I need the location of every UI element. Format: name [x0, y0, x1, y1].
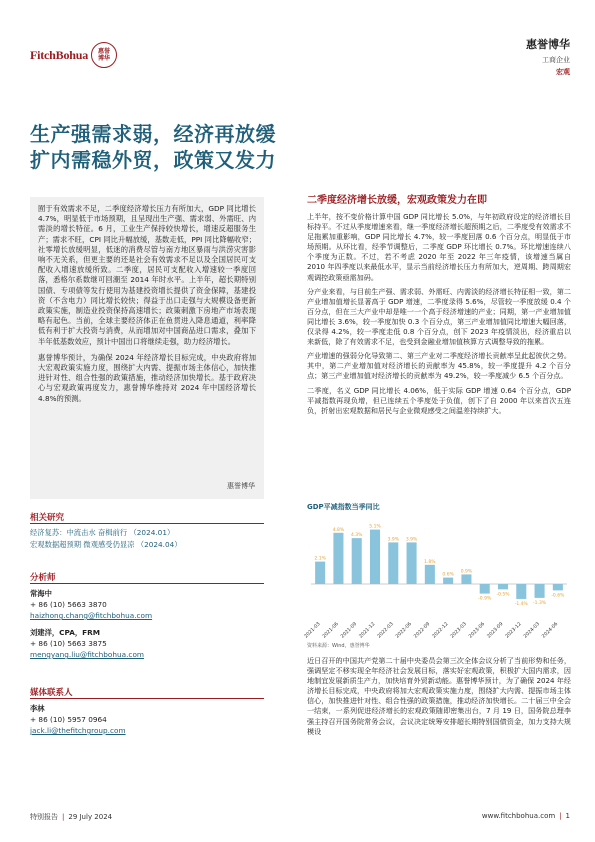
chart-x-tick-label: 2023-03 — [450, 621, 468, 640]
body-paragraph-3: 产业增速的强弱分化导致第二、第三产业对二季度经济增长贡献率呈此起彼伏之势。其中，第二产业增加值对经济增长的贡献率为 45.8%，较一季度提升 4.2 个百分点；第三产业增加值对经济增长的贡献率为 49.2%，较一季度减少 6.5 个百分点。 — [307, 351, 571, 381]
chart-x-tick-label: 2022-06 — [395, 621, 413, 640]
chart-bar — [425, 565, 435, 584]
divider — [30, 698, 264, 699]
brand-tag: 宏观 — [556, 68, 570, 76]
chart-x-tick-label: 2022-03 — [376, 621, 395, 640]
chart-x-tick-label: 2022-12 — [431, 621, 450, 640]
chart-bar — [516, 584, 526, 599]
footer-date: 29 July 2024 — [68, 813, 113, 821]
section-title: 二季度经济增长放缓，宏观政策发力在即 — [307, 195, 487, 206]
chart-data-label: -0.5% — [496, 592, 510, 598]
footer-report-type: 特别报告 — [30, 813, 58, 821]
chart-x-tick-label: 2023-06 — [468, 621, 487, 640]
title-line-2: 扩内需稳外贸，政策又发力 — [30, 148, 276, 172]
chart-bar — [315, 562, 325, 584]
chart-x-tick-label: 2023-12 — [504, 621, 523, 640]
chart-title: GDP平减指数当季同比 — [307, 503, 380, 511]
chart-bar — [407, 542, 417, 584]
brand-category: 工商企业 — [542, 56, 570, 64]
analyst-name: 刘建洋，CPA，FRM — [30, 628, 101, 637]
brand-block — [526, 36, 570, 77]
page-number: 1 — [565, 812, 570, 820]
chart-data-label: 4.3% — [350, 533, 363, 539]
summary-box — [30, 197, 264, 499]
body-paragraph-5: 近日召开的中国共产党第二十届中央委员会第三次全体会议分析了当前形势和任务，强调坚定不移实现全年经济社会发展目标，落实好宏观政策，积极扩大国内需求，因地制宜发展新质生产力，加快培育外贸新动能。惠誉博华预计，为了确保 2024 年经济增长目标完成，中央政府将加大宏观政策实施力度，围绕扩大内需、提振市场主体信心，加快推进针对性、组合性强的政策措施，推动经济加快增长。二十届三中全会一结束，一系列促进经济增长的宏观政策随即密集出台，7 月 19 日，国务院总理李强主持召开国务院常务会议，会议决定统筹安排超长期特别国债资金，加力支持大规模设 — [307, 656, 571, 736]
media-contact — [30, 703, 126, 736]
chart-bar — [553, 584, 563, 590]
chart-x-tick-label: 2024-03 — [523, 621, 541, 640]
chart-x-tick-label: 2021-03 — [303, 621, 322, 640]
brand-name: 惠誉博华 — [526, 38, 570, 51]
chart-data-label: 1.8% — [424, 559, 436, 565]
analysts-label: 分析师 — [30, 573, 56, 583]
chart-bar — [333, 533, 343, 584]
chart-x-tick-label: 2022-09 — [413, 621, 432, 640]
chart-data-label: -1.4% — [514, 601, 528, 607]
related-link-2[interactable]: 宏观数据超预期 微观感受仍显凉 （2024.04） — [30, 539, 182, 549]
logo-text: FitchBohua — [30, 47, 89, 62]
media-contact-email[interactable]: jack.li@thefitchgroup.com — [30, 726, 126, 735]
title-line-1: 生产强需求弱，经济再放缓 — [30, 122, 276, 146]
chart-plot — [303, 514, 571, 642]
chart-data-label: 3.9% — [387, 537, 400, 543]
related-link-1[interactable]: 经济复苏：中流击水 奋楫前行 （2024.01） — [30, 528, 175, 537]
footer-website[interactable]: www.fitchbohua.com — [481, 812, 556, 820]
chart-data-label: 0.9% — [460, 569, 473, 575]
fitchbohua-logo — [30, 42, 117, 68]
body-paragraph-4: 二季度，名义 GDP 同比增长 4.06%，低于实际 GDP 增速 0.64 个百分点，GDP 平减指数再现负增，但已连续五个季度处于负值，创下了自 2000 年以来首次五连负，折射出宏观数据和居民与企业微观感受之间温差持续扩大。 — [307, 385, 571, 415]
chart-x-tick-label: 2023-09 — [486, 621, 505, 640]
analyst-name: 常海中 — [30, 589, 52, 598]
chart-bar — [443, 578, 453, 584]
chart-data-label: 0.6% — [442, 572, 454, 578]
related-research-label: 相关研究 — [30, 513, 65, 523]
logo-seal-icon: 惠誉 博华 — [91, 42, 117, 68]
chart-data-label: 4.8% — [332, 527, 345, 533]
footer-left — [30, 812, 112, 822]
analyst-phone: + 86 (10) 5663 3875 — [30, 639, 107, 648]
chart-data-label: -0.9% — [478, 596, 492, 602]
analyst-1 — [30, 588, 152, 621]
chart-data-label: 5.1% — [369, 524, 381, 530]
media-contact-phone: + 86 (10) 5957 0964 — [30, 715, 107, 724]
chart-bar — [352, 538, 362, 584]
chart-bar — [498, 584, 508, 589]
chart-bar — [388, 542, 398, 584]
media-contact-name: 李林 — [30, 704, 45, 713]
footer-right — [482, 812, 570, 820]
chart-x-tick-label: 2021-12 — [358, 621, 377, 640]
chart-bar — [461, 574, 471, 584]
main-column-bottom — [307, 656, 571, 737]
footer-separator: | — [62, 813, 65, 821]
analyst-email[interactable]: mengyang.liu@fitchbohua.com — [30, 650, 145, 659]
analyst-2 — [30, 627, 144, 660]
summary-source: 惠誉博华 — [227, 482, 255, 490]
summary-paragraph-1: 囿于有效需求不足，二季度经济增长压力有所加大，GDP 同比增长 4.7%，明显低于市场预期，且呈现出生产强、需求弱、外需旺、内需淡的增长特征。6 月，工业生产保持较快增长，增速反超服务生产；需求不旺，CPI 同比升幅放缓，基数走低，PPI 同比降幅收窄；社零增长放缓明显，低迷的消费尽管与南方地区暴雨与洪涝灾害影响不无关系，但更主要的还是社会有效需求不足以及全国居民可支配收入增速放缓所致。二季度，居民可支配收入增速较一季度回落，悉格尔系数继可回潮至 2014 年时水平。上半年，超长期特别国债、专项债等发行使用为基建投资增长提供了资金保障，基建投资（不含电力）同比增长较快；得益于出口走强与大规模设备更新政策实施，制造业投资保持高速增长；政策刺激下房地产市场表现略有起色。当前，全球主要经济体正在鱼贯进入降息通道，利率降低有利于扩大投资与消费，从而增加对中国商品进口需求，叠加下半年低基数效应，预计中国出口将继续走强，助力经济增长。 — [38, 204, 256, 346]
analyst-email[interactable]: haizhong.chang@fitchbohua.com — [30, 611, 153, 620]
page-header — [30, 36, 570, 76]
chart-data-label: 3.9% — [405, 537, 418, 543]
chart-x-tick-label: 2021-09 — [340, 621, 359, 640]
body-paragraph-2: 分产业来看，与目前生产强、需求弱、外需旺、内需淡的经济增长特征相一致，第二产业增加值增长显著高于 GDP 增速，二季度录得 5.6%，尽管较一季度放缓 0.4 个百分点，但在三大产业中却是唯一一个高于经济增速的产业；同期，第一产业增加值同比增长 3.6%，较一季度加快 0.3 个百分点，第三产业增加值同比增速大幅回落，仅录得 4.2%，较一季度走低 0.8 个百分点，创下 2023 年疫情淡出，经济重启以来新低，除了有效需求不足，也受到金融业增加值核算方式调整导致的拖累。 — [307, 286, 571, 347]
summary-paragraph-2: 惠誉博华预计，为确保 2024 年经济增长目标完成，中央政府将加大宏观政策实施力度，围绕扩大内需、提振市场主体信心，加快推进针对性、组合性强的政策措施，推动经济加快增长。基于政府决心与宏观政策再度发力，惠誉博华维持对 2024 年中国经济增长 4.8%的预测。 — [38, 352, 256, 403]
gdp-deflator-chart — [303, 502, 571, 652]
chart-data-label: -0.6% — [551, 593, 565, 599]
chart-bar — [535, 584, 545, 598]
chart-x-tick-label: 2024-06 — [541, 621, 560, 640]
report-title — [30, 121, 276, 173]
main-column-top — [307, 212, 571, 416]
chart-data-label: -1.3% — [533, 600, 547, 606]
divider — [30, 523, 264, 524]
chart-x-tick-label: 2021-06 — [322, 621, 340, 640]
analyst-phone: + 86 (10) 5663 3870 — [30, 600, 107, 609]
related-research-list — [30, 527, 182, 550]
body-paragraph-1: 上半年，按不变价格计算中国 GDP 同比增长 5.0%，与年初政府设定的经济增长目标持平。不过从季度增速来看，继一季度经济增长超预期之后，二季度受有效需求不足拖累加重影响，GDP 同比增长 4.7%，较一季度回落 0.6 个百分点，明显低于市场预期。从环比看，经季节调整后，二季度 GDP 环比增长 0.7%。环比增速连续八个季度为正数。不过，若不考虑 2020 年至 2022 年三年疫情，该增速当属自 2010 年四季度以来最低水平，显示当前经济增长压力有所加大，逆周期、跨周期宏观调控政策亟需加码。 — [307, 212, 571, 282]
footer-separator: | — [559, 812, 562, 820]
chart-data-label: 2.1% — [314, 556, 326, 562]
chart-bar — [480, 584, 490, 594]
divider — [30, 583, 264, 584]
chart-source: 资料来源：Wind，惠誉博华 — [307, 643, 370, 649]
chart-bar — [370, 530, 380, 584]
media-contact-label: 媒体联系人 — [30, 688, 73, 698]
